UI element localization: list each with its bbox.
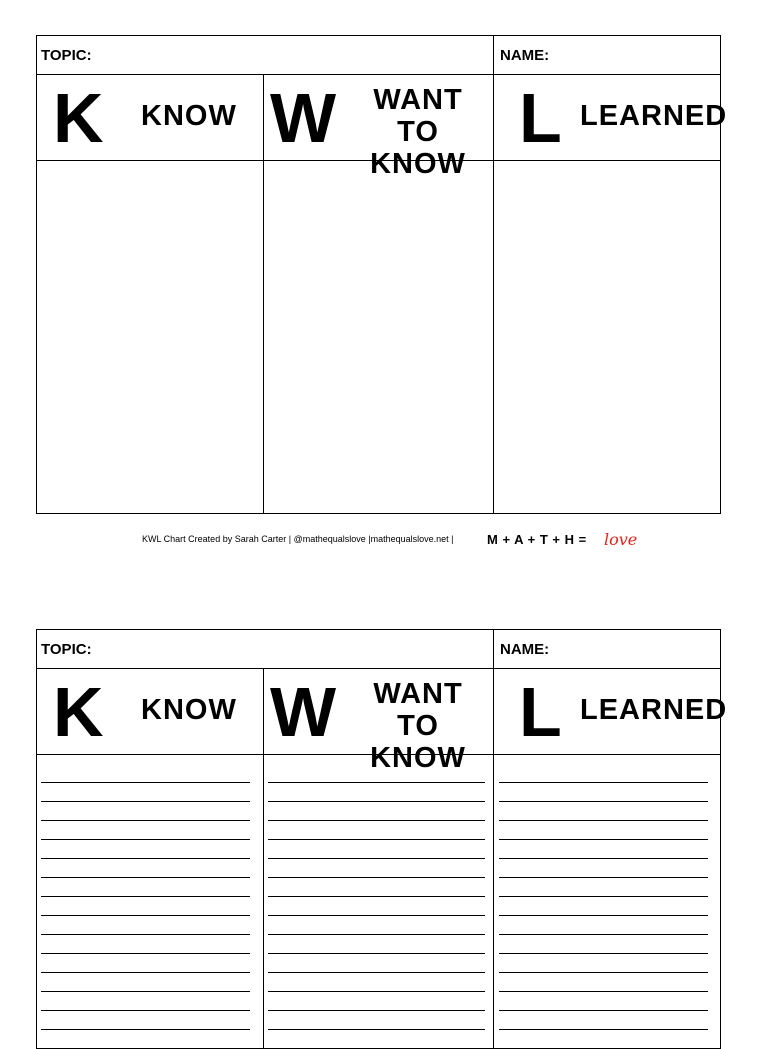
writing-line[interactable] xyxy=(41,840,250,859)
know-line: KNOW xyxy=(370,742,466,774)
writing-line[interactable] xyxy=(41,1030,250,1049)
writing-line[interactable] xyxy=(41,935,250,954)
divider xyxy=(493,160,494,513)
writing-line[interactable] xyxy=(499,1011,708,1030)
writing-line[interactable] xyxy=(499,802,708,821)
kwl-chart-blank xyxy=(36,35,728,514)
divider xyxy=(263,668,264,754)
divider xyxy=(493,36,494,74)
writing-line[interactable] xyxy=(268,1011,485,1030)
column-title-row xyxy=(36,668,728,774)
writing-line[interactable] xyxy=(41,954,250,973)
w-letter: W xyxy=(270,673,337,751)
writing-line[interactable] xyxy=(499,935,708,954)
divider xyxy=(493,630,494,668)
writing-area[interactable] xyxy=(36,160,721,514)
writing-line[interactable] xyxy=(499,821,708,840)
name-label: NAME: xyxy=(500,641,550,658)
footer-credit xyxy=(0,530,768,554)
l-letter: L xyxy=(519,79,562,157)
lined-writing-area[interactable] xyxy=(36,754,721,1049)
brand-text: M + A + T + H = xyxy=(487,532,587,547)
writing-line[interactable] xyxy=(268,1030,485,1049)
writing-line[interactable] xyxy=(41,802,250,821)
want-to-line: WANT TO xyxy=(373,678,463,742)
writing-line[interactable] xyxy=(41,821,250,840)
writing-line[interactable] xyxy=(268,878,485,897)
writing-line[interactable] xyxy=(499,897,708,916)
writing-line[interactable] xyxy=(499,992,708,1011)
divider xyxy=(493,74,494,160)
column-title-row xyxy=(36,74,728,180)
k-letter: K xyxy=(53,673,104,751)
writing-line[interactable] xyxy=(268,973,485,992)
writing-line[interactable] xyxy=(268,935,485,954)
writing-line[interactable] xyxy=(268,916,485,935)
know-title: KNOW xyxy=(141,100,237,132)
divider xyxy=(493,668,494,754)
writing-line[interactable] xyxy=(41,764,250,783)
header-row xyxy=(36,35,721,75)
writing-line[interactable] xyxy=(268,992,485,1011)
divider xyxy=(493,754,494,1048)
writing-line[interactable] xyxy=(41,878,250,897)
writing-line[interactable] xyxy=(499,878,708,897)
writing-line[interactable] xyxy=(499,859,708,878)
writing-line[interactable] xyxy=(41,859,250,878)
topic-label: TOPIC: xyxy=(41,641,92,658)
know-writing-lines[interactable] xyxy=(41,764,250,1049)
want-to-know-writing-lines[interactable] xyxy=(268,764,485,1049)
writing-line[interactable] xyxy=(268,821,485,840)
learned-title: LEARNED xyxy=(580,694,728,726)
writing-line[interactable] xyxy=(268,802,485,821)
writing-line[interactable] xyxy=(268,783,485,802)
writing-line[interactable] xyxy=(268,954,485,973)
name-label: NAME: xyxy=(500,47,550,64)
know-title: KNOW xyxy=(141,694,237,726)
writing-line[interactable] xyxy=(499,840,708,859)
divider xyxy=(263,754,264,1048)
writing-line[interactable] xyxy=(41,916,250,935)
topic-label: TOPIC: xyxy=(41,47,92,64)
brand-love-script: love xyxy=(604,530,638,549)
want-to-line: WANT TO xyxy=(373,84,463,148)
learned-writing-lines[interactable] xyxy=(499,764,708,1049)
writing-line[interactable] xyxy=(499,916,708,935)
writing-line[interactable] xyxy=(499,973,708,992)
w-letter: W xyxy=(270,79,337,157)
divider xyxy=(263,160,264,513)
writing-line[interactable] xyxy=(499,1030,708,1049)
know-line: KNOW xyxy=(370,148,466,180)
k-letter: K xyxy=(53,79,104,157)
writing-line[interactable] xyxy=(499,783,708,802)
credit-text: KWL Chart Created by Sarah Carter | @mathequalslove |mathequalslove.net | xyxy=(142,534,454,544)
writing-line[interactable] xyxy=(268,764,485,783)
writing-line[interactable] xyxy=(41,783,250,802)
header-row xyxy=(36,629,721,669)
kwl-chart-lined xyxy=(36,629,728,1049)
learned-title: LEARNED xyxy=(580,100,728,132)
writing-line[interactable] xyxy=(268,897,485,916)
writing-line[interactable] xyxy=(499,954,708,973)
writing-line[interactable] xyxy=(41,973,250,992)
l-letter: L xyxy=(519,673,562,751)
writing-line[interactable] xyxy=(41,897,250,916)
writing-line[interactable] xyxy=(41,992,250,1011)
writing-line[interactable] xyxy=(268,859,485,878)
writing-line[interactable] xyxy=(499,764,708,783)
writing-line[interactable] xyxy=(268,840,485,859)
divider xyxy=(263,74,264,160)
writing-line[interactable] xyxy=(41,1011,250,1030)
